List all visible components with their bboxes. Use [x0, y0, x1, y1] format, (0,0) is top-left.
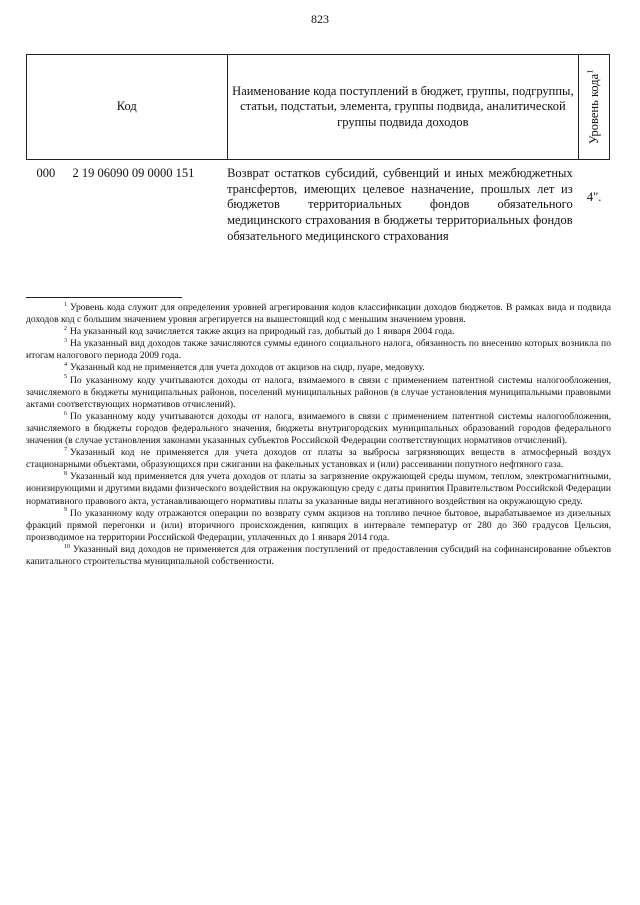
footnote-text: По указанному коду отражаются операции по возврату сумм акцизов на топливо печное бытовое, вырабатываемое из дизельных фракций прямой перегонки и (или) вторичного происхождения, кипящих в интервале температур от 280 до 360 градусов Цельсия, производимое на территории Российской Федерации, уплаченных до 1 января 2014 года. [26, 507, 611, 543]
header-level [579, 55, 610, 160]
header-name: Наименование кода поступлений в бюджет, группы, подгруппы, статьи, подстатьи, элемента, группы подвида, аналитической группы подвида доходов [227, 55, 579, 160]
footnote [26, 471, 611, 507]
income-code-table [26, 54, 610, 244]
footnote [26, 375, 611, 411]
footnote-text: На указанный код зачисляется также акциз на природный газ, добытый до 1 января 2004 года. [70, 326, 455, 338]
footnote-number: 8 [64, 471, 67, 478]
page-number: 823 [311, 12, 329, 26]
income-code: 2 19 06090 09 0000 151 [72, 166, 195, 180]
footnote-number: 3 [64, 338, 67, 345]
footnote-text: Указанный код не применяется для учета доходов от платы за выбросы загрязняющих веществ в атмосферный воздух стационарными объектами, образующихся при сжигании на факельных установках и (или) рассеивании попутного нефтяного газа. [26, 447, 611, 471]
footnote-text: Указанный код применяется для учета доходов от платы за загрязнение окружающей среды шумом, теплом, электромагнитными, ионизирующими и другими видами физического воздействия на окружающую среду с даты принятия Правительством Российской Федерации нормативного правового акта, устанавливающего нормативы платы за указанные виды негативного воздействия на окружающую среду. [26, 471, 611, 507]
footnote [26, 544, 611, 568]
footnote [26, 508, 611, 544]
footnote-number: 6 [64, 410, 67, 417]
footnote [26, 447, 611, 471]
level-cell: 4". [586, 190, 602, 204]
footnote [26, 338, 611, 362]
header-level-footnote-ref: 1 [585, 69, 595, 74]
header-level-label [586, 70, 603, 144]
footnote-text: Указанный вид доходов не применяется для отражения поступлений от предоставления субсидий на софинансирование объектов капитального строительства муниципальной собственности. [26, 543, 611, 567]
footnote [26, 302, 611, 326]
footnote-text: На указанный вид доходов также зачисляются суммы единого социального налога, обязанность по внесению которых возникла по итогам налогового периода 2009 года. [26, 338, 611, 362]
header-code: Код [27, 55, 228, 160]
footnote-text: Уровень кода служит для определения уровней агрегирования кодов классификации доходов бюджетов. В рамках вида и подвида доходов код с большим значением уровня агрегируется на вышестоящий код с меньшим значением уровня. [26, 302, 611, 326]
header-level-text: Уровень кода [586, 73, 601, 145]
footnote [26, 362, 611, 374]
admin-code: 000 [36, 166, 56, 180]
footnote [26, 411, 611, 447]
table-header-row [27, 55, 610, 160]
footnote [26, 326, 611, 338]
footnote-number: 10 [64, 543, 70, 550]
footnote-text: Указанный код не применяется для учета доходов от акцизов на сидр, пуаре, медовуху. [70, 362, 425, 374]
footnote-text: По указанному коду учитываются доходы от налога, взимаемого в связи с применением патентной системы налогообложения, зачисляемого в бюджеты муниципальных районов, поселений муниципальных районов (в случае установления муниципальными правовыми актами соответствующих нормативов отчислений). [26, 374, 611, 410]
footnote-number: 2 [64, 326, 67, 332]
footnote-text: По указанному коду учитываются доходы от налога, взимаемого в связи с применением патентной системы налогообложения, зачисляемого в бюджеты городов федерального значения, бюджеты внутригородских муниципальных образований городов федерального значения (в случае установления законами указанных субъектов Российской Федерации соответствующих нормативов отчислений). [26, 410, 611, 447]
footnote-number: 9 [64, 507, 67, 514]
description-cell: Возврат остатков субсидий, субвенций и иных межбюджетных трансфертов, имеющих целевое назначение, прошлых лет из бюджетов территориальных фондов обязательного медицинского страхования в бюджеты территориальных фондов обязательного медицинского страхования [227, 166, 573, 243]
code-cell [27, 160, 228, 245]
footnote-number: 5 [64, 374, 67, 381]
footnote-number: 1 [64, 301, 67, 308]
table-row [27, 160, 610, 245]
footnote-number: 7 [64, 446, 67, 453]
footnote-number: 4 [64, 362, 67, 369]
footnote-separator [26, 297, 182, 298]
footnotes [26, 302, 611, 568]
